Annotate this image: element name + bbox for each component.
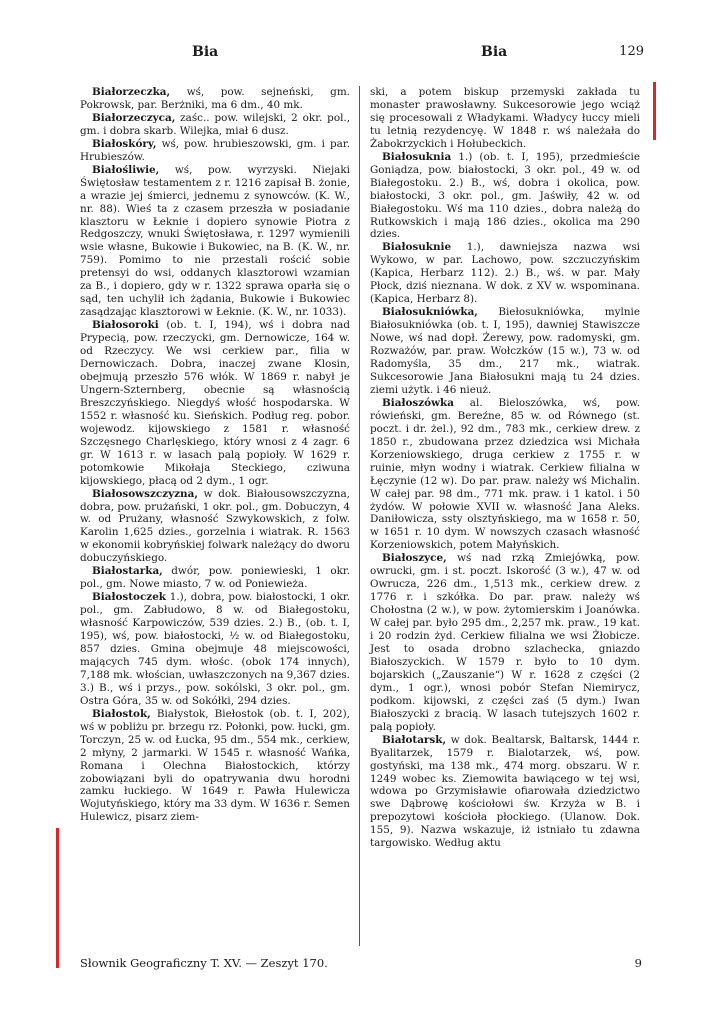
dictionary-page [72,42,652,1002]
entry-text: 1.) (ob. t. I, 195), przedmieście Goniądza, pow. białostocki, 3 okr. pol., 49 w. od Białegostoku. 2.) B., wś, dobra i okolica, pow. białostocki, 3 okr. pol., gm. Jaświły, 42 w. od Białegostoku. Wś ma 110 dzies., dobra należą do Rutkowskich i mają 186 dzies., okolica ma 290 dzies. [370,150,640,241]
entry-text: w dok. Bealtarsk, Baltarsk, 1444 r. Byalitarzek, 1579 r. Bialotarzek, wś, pow. gostyński, ma 138 mk., 474 morg. obszaru. W r. 1249 wobec ks. Ziemowita bawiącego w tej wsi, wdowa po Grzymisławie ofiarowała dziedzictwo swe Dąbrowę kościołowi św. Krzyża w B. i prepozytowi kościoła płockiego. (Ulanow. Dok. 155, 9). Nazwa wskazuje, iż istniało tu zdawna targowisko. Według aktu [370,733,640,850]
entry-text: wś nad rzką Zmiejówką, pow. owrucki, gm. i st. poczt. Iskorość (3 w.), 47 w. od Owrucza, 226 dm., 1,513 mk., cerkiew drew. z 1776 r. i szkółka. Do par. praw. należy wś Chołostna (2 w.), w pow. żytomierskim i Joanówka. W całej par. było 295 dm., 2,257 mk. praw., 19 kat. i 20 rodzin żyd. Cerkiew filialna we wsi Żłobicze. Jest to osada drobno szlachecka, gniazdo Białoszyckich. W 1579 r. było to 10 dym. bojarskich („Zauszanie“) W r. 1628 z części (2 dym., 1 ogr.), wnosi pobór Stefan Niemirycz, podkom. kijowski, z części zaś (5 dym.) Iwan Białoszycki z bracią. W lasach tutejszych 1602 r. palą popioły. [370,552,640,733]
dictionary-entry [80,138,350,164]
entry-text: 1.), dobra, pow. białostocki, 1 okr. pol., gm. Zabłudowo, 8 w. od Białegostoku, własność Karpowiczów, 539 dzies. 2.) B., (ob. t. I, 195), wś, pow. białostocki, ½ w. od Białegostoku, 857 dzies. Gmina obejmuje 48 miejscowości, mających 745 dym. włośc. (obok 174 innych), 7,188 mk. włościan, uwłaszczonych na 9,367 dzies. 3.) B., wś i przys., pow. sokólski, 3 okr. pol., gm. Ostra Góra, 35 w. od Sokółki, 294 dzies. [80,591,350,707]
entry-headword: Białosuknie [382,241,452,254]
entry-text: w dok. Białousowszczyzna, dobra, pow. prużański, 1 okr. pol., gm. Dobuczyn, 4 w. od Prużany, własność Szwykowskich, z folw. Karolin 1,625 dzies., gorzelnia i wiatrak. R. 1563 w ekonomii kobryńskiej folwark należący do dworu dobuczyńskiego. [80,487,350,565]
entry-headword: Białosuknia [382,150,452,163]
entry-text: wś, pow. hrubieszowski, gm. i par. Hrubieszów. [80,137,350,163]
entry-headword: Białosukniówka, [382,306,478,319]
dictionary-entry [370,397,640,552]
dictionary-entry [80,86,350,112]
dictionary-entry [80,591,350,708]
page-header [72,42,652,62]
dictionary-entry-continuation [370,86,640,151]
entry-headword: Białośliwie, [92,163,160,176]
entry-text: 1.), dawniejsza nazwa wsi Wykowo, w par. Lachowo, pow. szczuczyńskim (Kapica, Herbarz 112). 2.) B., wś. w par. Mały Płock, dziś nieznana. W dok. z XV w. wspominana. (Kapica, Herbarz 8). [370,241,640,306]
dictionary-entry [80,112,350,138]
dictionary-entry [80,319,350,487]
entry-headword: Białorzeczka, [92,86,171,98]
red-margin-mark-top [653,82,656,140]
entry-headword: Białostok, [92,707,151,720]
entry-text: dwór, pow. poniewieski, 1 okr. pol., gm. Nowe miasto, 7 w. od Poniewieża. [80,565,350,591]
entry-text: zaśc.. pow. wilejski, 2 okr. pol., gm. i dobra skarb. Wilejka, miał 6 dusz. [80,111,350,137]
dictionary-entry [370,734,640,851]
dictionary-entry [370,552,640,733]
entry-text: Białystok, Biełostok (ob. t. I, 202), wś w pobliżu pr. brzegu rz. Połonki, pow. łucki, gm. Torczyn, 25 w. od Łucka, 95 dm., 554 mk., cerkiew, 2 młyny, 2 jarmarki. W 1545 r. własność Wańka, Romana i Olechna Białostockich, którzy zobowiązani byli do opatrywania dwu horodni zamku łuckiego. W 1649 r. Pawła Hulewicza Wojutyńskiego, który ma 33 dym. W 1636 r. Semen Hulewicz, pisarz ziem- [80,707,350,824]
entry-headword: Białosoroki [92,319,159,332]
entry-headword: Białoskóry, [92,137,157,150]
header-left-running-head: Bia [192,44,219,60]
dictionary-entry [370,306,640,397]
dictionary-entry [370,151,640,242]
entry-text: (ob. t. I, 194), wś i dobra nad Prypecią, pow. rzeczycki, gm. Dernowicze, 164 w. od Rzeczycy. We wsi cerkiew par., filia w Dernowiczach. Dobra, inaczej zwane Klosin, obejmują przeszło 576 włók. W 1869 r. nabył je Ungern-Szternberg, obecnie są własnością Breszczyńskiego. Niegdyś włość hospodarska. W 1552 r. własność ku. Sieńskich. Podług reg. pobor. wojewodz. kijowskiego z 1581 r. własność Szczęsnego Charlęskiego, który wnosi z 4 zagr. 6 gr. W 1613 r. w lasach palą popioły. W 1629 r. potomkowie Mikołaja Steckiego, cziwuna kijowskiego, płacą od 2 dym., 1 ogr. [80,319,350,487]
entry-headword: Białoszówka [382,396,454,409]
left-column [80,86,350,824]
text-columns [72,86,652,946]
column-divider [359,86,360,946]
dictionary-entry [370,241,640,306]
entry-text: al. Bieloszówka, wś, pow. rówieński, gm. Bereźne, 85 w. od Równego (st. poczt. i dr. żel.), 92 dm., 783 mk., cerkiew drew. z 1850 r., zbudowana przez dziedzica wsi Michała Korzeniowskiego, druga cerkiew z 1755 r. w ruinie, młyn wodny i wiatrak. Cerkiew filialna w Łęczynie (12 w). Do par. praw. należy wś Michalin. W całej par. 98 dm., 771 mk. praw. i 1 katol. i 50 żydów. W połowie XVII w. własność Jana Aleks. Daniłowicza, ssty olsztyńskiego, ma w 1658 r. 50, w 1651 r. 10 dym. W nowszych czasach własność Korzeniowskich, potem Małyńskich. [370,396,640,552]
right-column [370,86,640,850]
entry-headword: Białostoczek [92,591,167,604]
entry-text: ski, a potem biskup przemyski zakłada tu monaster prawosławny. Sukcesorowie jego wciąż się procesowali z Władykami. Władycy łuccy mieli tu letnią rezydencyę. W 1848 r. wś należała do Żabokrzyckich i Hołubeckich. [370,86,640,150]
red-margin-mark-bottom [56,828,59,968]
dictionary-entry [80,708,350,825]
header-center-running-head: Bia [481,44,508,60]
dictionary-entry [80,164,350,319]
entry-headword: Białosowszczyzna, [92,487,198,500]
dictionary-entry [80,565,350,591]
entry-headword: Białostarka, [92,565,163,578]
entry-headword: Białoszyce, [382,552,447,565]
footer-signature-number: 9 [634,956,642,970]
entry-text: wś, pow. sejneński, gm. Pokrowsk, par. Berżniki, ma 6 dm., 40 mk. [80,86,350,111]
entry-headword: Białotarsk, [382,733,447,746]
dictionary-entry [80,488,350,566]
footer-publication: Słownik Geograficzny T. XV. — Zeszyt 170. [80,956,328,970]
entry-text: wś, pow. wyrzyski. Niejaki Świętosław testamentem z r. 1216 zapisał B. żonie, a wrazie jej śmierci, jednemu z synowców. (K. W., nr. 88). Wieś ta z czasem przeszła w posiadanie klasztoru w Łeknie i dopiero synowie Piotra z Redgoszczy, wnuki Świętosława, r. 1297 wymienili wsie własne, Bukowie i Bukowiec, na B. (K. W., nr. 759). Pomimo to nie przestali rościć sobie pretensyi do wsi, oddanych klasztorowi wzamian za B., i dopiero, gdy w r. 1322 sprawa oparła się o sąd, ten uchylił ich żądania, Bukowie i Bukowiec zasądzając klasztorowi w Łeknie. (K. W., nr. 1033). [80,163,350,319]
entry-headword: Białorzeczyca, [92,111,176,124]
page-number: 129 [619,44,644,59]
entry-text: Biełosukniówka, mylnie Białosukniówka (ob. t. I, 195), dawniej Stawiszcze Nowe, wś nad dopł. Żerewy, pow. radomyski, gm. Rozważów, par. praw. Wołczków (15 w.), 73 w. od Radomyśla, 35 dm., 217 mk., wiatrak. Sukcesorowie Jana Białosukni mają tu 24 dzies. ziemi użytk. i 46 nieuż. [370,306,640,396]
